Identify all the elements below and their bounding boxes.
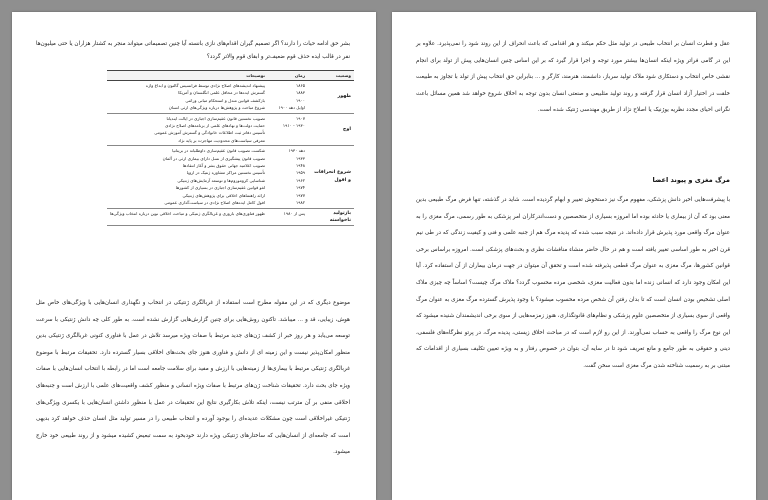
years-cell — [268, 81, 308, 114]
event-text: ظهور فناوری‌های باروری و غربالگری ژنتیکی و مباحث اخلاقی نوین درباره انتخاب ویژگی‌ها — [110, 210, 265, 216]
events-cell — [107, 146, 268, 208]
event-text: تأسیس دفاتر ثبت اطلاعات خانوادگی و گسترش آموزش عمومی — [154, 130, 265, 136]
year-value: اوایل دهه ۱۹۰۰ — [278, 105, 305, 111]
table-row — [107, 81, 354, 114]
year-value: ۱۸۸۳ — [296, 90, 305, 96]
year-value: دهه ۱۹۳۰ — [288, 148, 305, 154]
year-value: ۱۹۳۳ — [296, 155, 305, 161]
years-cell — [268, 113, 308, 146]
event-text: تصویب نخستین قانون عقیم‌سازی اجباری در ایالت ایندیانا — [166, 115, 265, 121]
event-text: تأسیس نخستین مراکز مشاوره ژنتیک در اروپا — [186, 170, 265, 176]
section-paragraph: با پیشرفت‌هایی اخیر دانش پزشکی، مفهوم مرگ نیز دستخوش تغییر و ابهام گردیده است. شاید در گذشته، تنها فرض مرگ طبیعی بدین معنی بود که آن از بیماری یا حادثه بوده اما امروزه بسیاری از متخصصین و دست‌اندرکاران امر پزشکی به طور رسمی، مرگ مغزی را به عنوان مرگ واقعی مورد پذیرش قرار داده‌اند. در نتیجه سبب شده که پدیده مرگ هم از جنبه علمی و فنی و کیفیت زندگی که در طی نیم قرن اخیر به طور اساسی تغییر یافته است و هم در حال حاضر منشاء منافشات نظری و بحث‌های پزشکی است. امروزه براساس برخی قوانین کشورها، مرگ مغزی به عنوان مرگ قطعی پذیرفته شده است و تحقق آن میتوان در جهت درمان بیماران از آن استفاده کرد. آیا این امکان وجود دارد که انسانی زنده اما بدون فعالیت مغزی، شخصی مرده محسوب گردد؟ ملاک مرگ چیست؟ اساساً چه چیزی ملاک اصلی تشخیص بودن انسان است که تا بدان رفتن آن شخص مرده محسوب میشود؟ با وجود پذیرش گسترده مرگ مغزی به عنوان مرگ واقعی از سوی بسیاری از متخصصین علوم پزشکی و نظام‌های قانونگذاری، هنوز زمزمه‌هایی از سوی برخی اندیشمندان شنیده میشود که این نوع مرگ را واقعی به حساب نمی‌آورند. از این رو لازم است که در مباحث اخلاق زیستی، پدیده مرگ، در پرتو نظرگاه‌های فلسفی، دینی و حقوقی به طور جامع و مانع تعریف شود تا در سایه آن، بتوان در خصوص رفتار و به ویژه تعیین تکلیف بسیاری از اقدامات که مبتنی بر به رسمیت شناخته شدن مرگ مغزی است سخن گفت. — [416, 197, 730, 369]
table-header-time: زمان — [268, 71, 308, 81]
table-row — [107, 146, 354, 208]
year-value: ۱۹۰۰ — [296, 97, 305, 103]
year-value: پس از ۱۹۸۰ — [283, 210, 305, 216]
table-header-status: وضعیت — [308, 71, 354, 81]
table-header-row — [107, 71, 354, 81]
event-text: شکست تصویب قانون عقیم‌سازی داوطلبانه در بریتانیا — [172, 148, 265, 154]
event-text: تصویب اعلامیه جهانی حقوق بشر و آغاز انتقادها — [182, 163, 265, 169]
event-text: شروع مباحث و پژوهش‌ها درباره ویژگی‌های ارثی انسان — [168, 105, 265, 111]
table-body — [107, 81, 354, 226]
year-value: ۱۹۵۹ — [296, 170, 305, 176]
event-text: معرفی سیاست‌های محدودیت مهاجرت بر پایه نژاد — [178, 137, 265, 143]
era-cell: بازتولید ناخواسته — [308, 208, 354, 226]
document-page-right — [392, 12, 756, 500]
events-cell — [107, 208, 268, 226]
event-text: گسترش ایده‌ها در محافل علمی انگلستان و آمریکا — [178, 90, 265, 96]
era-cell: اوج — [308, 113, 354, 146]
years-cell — [268, 146, 308, 208]
event-text: تصویب قانون پیشگیری از نسل دارای بیماری ارثی در آلمان — [162, 155, 265, 161]
event-text: لغو قوانین عقیم‌سازی اجباری در بسیاری از کشورها — [175, 185, 265, 191]
section-heading: مرگ مغزی و پیوند اعضا — [652, 176, 730, 184]
event-text: بازکشف قوانین مندل و استحکام مبانی وراثتی — [185, 97, 265, 103]
era-cell: ظهور — [308, 81, 354, 114]
table-header-description: توضیحات — [107, 71, 268, 81]
year-value: ۱۹۴۸ — [296, 163, 305, 169]
body-paragraph: موضوع دیگری که در این مقوله مطرح است استفاده از غربالگری ژنتیکی در انتخاب و نگهداری انسان‌هایی با ویژگی‌های خاص مثل هوش، زیبایی، قد و ... میباشد. تاکنون روش‌هایی برای چنین گزارش‌هایی گزارش نشده است. به طور کلی چه دانش ژنتیکی با سرعت توسعه می‌یابد و هر روز خبر از کشف ژن‌های جدید مرتبط با صفات ویژه میرسد تلاش در عمل با فناوری کنونی غربالگری ژنتیکی بدین منظور امکان‌پذیر نیست و این زمینه ای از دانش و فناوری هنوز جای بحث‌های اخلاقی بسیار گسترده دارد. تحقیقات مرتبط با موضوع غربالگری ژنتیکی مرتبط با بیماری‌ها از زمینه‌هایی با ارزش و مفید برای سلامت جامعه است اما در رابطه با انتخاب انسان‌هایی با صفات ویژه جای بحث دارد. تحقیقات شناخت ژن‌های مرتبط با صفات ویژه انسانی و منظور کشف واقعیت‌های علمی با ارزش است و جنبه‌های اخلاقی منفی بر آن مترتب نیست، اینکه تلاش بکارگیری نتایج این تحقیقات در عمل با منظور داشتن انسان‌هایی با یکسری ویژگی‌های ژنتیکی غیراخلاقی است چون مشکلات عدیده‌ای را بوجود آورده و انتخاب طبیعی را در مسیر تولید مثل انسان حذف خواهد کرد بدیهی است که جامعه‌ای از انسان‌هایی که ساختارهای ژنتیکی ویژه دارند خودبخود به سمت تبعیض کشیده میشود و از روند طبیعی خود خارج میشود. — [36, 300, 350, 456]
era-cell: شروع انحرافات و افول — [308, 146, 354, 208]
event-text: افول کامل ایده‌های اصلاح نژادی در سیاست‌گذاری عمومی — [164, 200, 265, 206]
eugenics-timeline-table — [107, 70, 354, 226]
event-text: پیشنهاد اندیشه‌های اصلاح نژادی توسط فرانسیس گالتون و ابداع واژه — [145, 83, 265, 88]
years-cell — [268, 208, 308, 226]
year-value: ۱۸۶۵ — [296, 83, 305, 88]
event-text: حمایت دولت‌ها و نهادهای علمی از برنامه‌های اصلاح نژادی — [165, 123, 265, 129]
year-value: ۱۹۷۷ — [296, 192, 305, 198]
year-value: ۱۹۸۲ — [296, 200, 305, 206]
year-value: ۱۹۶۲ — [296, 177, 305, 183]
events-cell — [107, 81, 268, 114]
event-text: شناسایی کروموزوم‌ها و توسعه آزمایش‌های ژنتیکی — [177, 177, 265, 183]
events-cell — [107, 113, 268, 146]
year-value: ۱۹۰۷ — [296, 115, 305, 121]
intro-paragraph: بشر حق ادامه حیات را دارند؟ اگر تصمیم گیران اقدام‌های نازی بانسته آیا چنین تصمیماتی میتواند منجر به کشتار هزاران یا حتی میلیون‌ها نفر در قالب ایده حذف قوم ضعیف‌تر و ابقای قوم والاتر گردد؟ — [36, 41, 350, 60]
year-value: ۱۹۷۴ — [296, 185, 305, 191]
table-row — [107, 113, 354, 146]
year-value: ۱۹۱۰ - ۱۹۳۰ — [282, 123, 305, 129]
top-paragraph: عقل و فطرت انسان بر انتخاب طبیعی در تولید مثل حکم میکند و هر اقدامی که باعث انحراف از این روند شود را نمی‌پذیرد. علاوه بر این در گامی فراتر ویژه اینکه انسان‌ها بیشتر مورد توجه و اجرا قرار گیرد که بر این اساس چنین انسان‌هایی پیش از تولد برای انجام نقشی خاص انتخاب و دستکاری شود ملاک تولید سرباز، دانشمند، هنرمند، کارگر و ... بنابراین حق انتخاب پیش از تولد با تجاوز به طبیعت خلقت در اختیار آزاد انسان قرار گرفته و روند تولید مثلبیعی و صنعتی انسان بدون توجه به اخلاق شروع خواهد شد همین مسائل باعث نگرانی احیای مجدد نظریه یوژنیک یا اصلاح نژاد از طریق مهندسی ژنتیک شده است. — [416, 41, 730, 114]
event-text: ارائه راهنماهای اخلاقی برای پژوهش‌های ژنتیکی — [182, 192, 265, 198]
table-row — [107, 208, 354, 226]
document-page-left — [12, 12, 376, 500]
